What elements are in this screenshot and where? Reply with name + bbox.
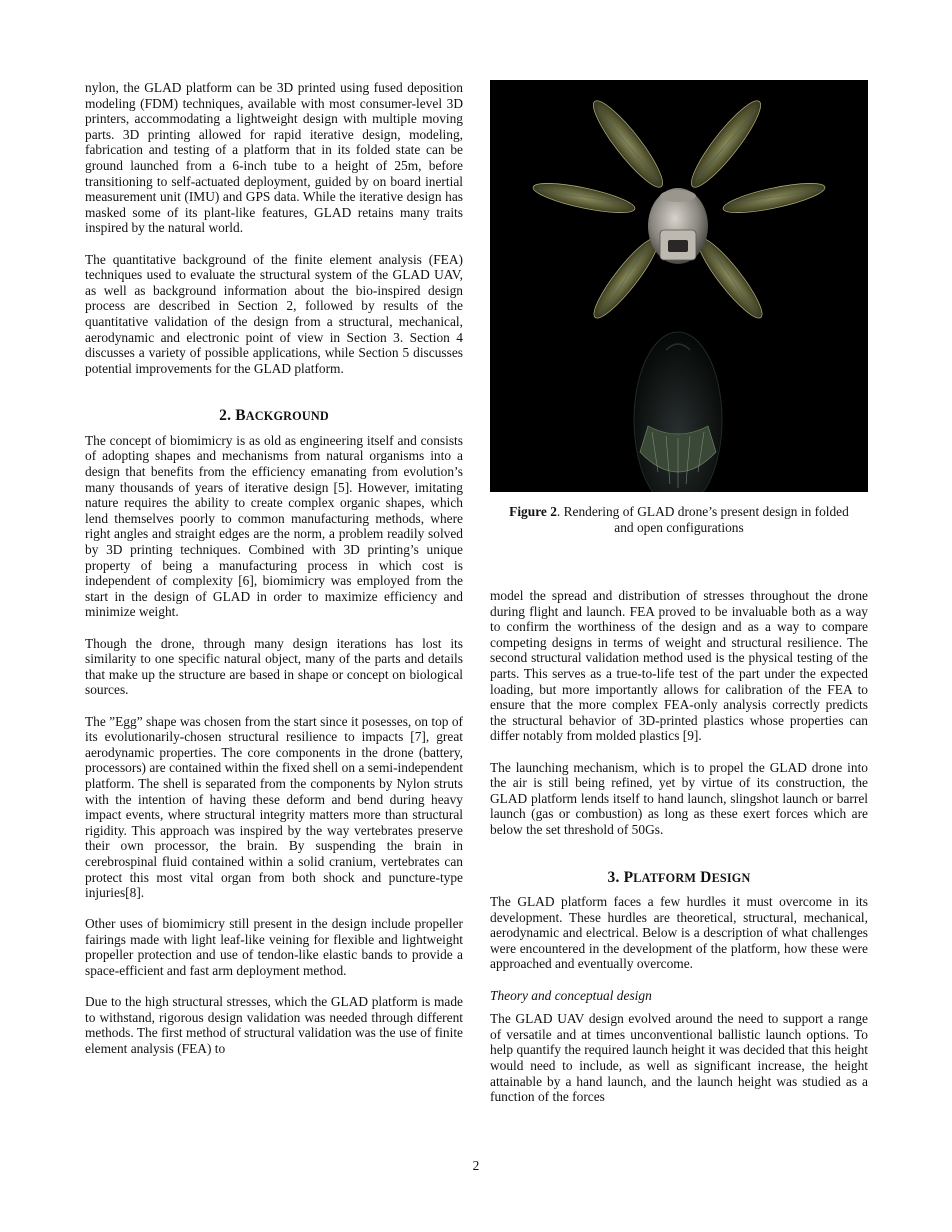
- paragraph-launching-mechanism: The launching mechanism, which is to propel the GLAD drone into the air is still being refined, yet by virtue of its construction, the GLAD platform lends itself to hand launch, slingshot launch or barrel launch (gas or combustion) as long as these exert forces which are below the set threshold of 50Gs.: [490, 759, 868, 837]
- paragraph-theory-design: The GLAD UAV design evolved around the need to support a range of versatile and at times unconventional ballistic launch options. To help quantify the required launch height it was decided that this height would need to include, as well as significant increase, the height attainable by a hand launch, and the launch height was studied as a function of the forces: [490, 1011, 868, 1105]
- section-number: 3.: [607, 868, 620, 886]
- section-title-rest-2: ESIGN: [711, 870, 751, 885]
- section-number: 2.: [219, 407, 232, 425]
- section-title-initial: B: [235, 407, 246, 425]
- figure-label: Figure 2: [509, 504, 557, 519]
- paragraph-design-validation: Due to the high structural stresses, which the GLAD platform is made to withstand, rigorous design validation was needed through different methods. The first method of structural validation was the use of finite element analysis (FEA) to: [85, 994, 463, 1057]
- paragraph-design-iterations: Though the drone, through many design iterations has lost its similarity to one specific natural object, many of the parts and details that make up the structure are based in shape or concept on biological sources.: [85, 635, 463, 698]
- figure-caption-text: . Rendering of GLAD drone’s present design in folded and open configurations: [556, 504, 849, 535]
- drone-rendering-figure: [490, 80, 868, 492]
- folded-drone: [634, 332, 722, 492]
- figure-caption: [498, 504, 860, 536]
- section-heading-platform-design: [490, 870, 868, 887]
- left-column: [85, 80, 463, 1072]
- section-title-initial-2: D: [700, 868, 712, 886]
- paragraph-paper-outline: The quantitative background of the finite element analysis (FEA) techniques used to evaluate the structural system of the GLAD UAV, as well as background information about the bio-inspired design process are described in Section 2, followed by results of the quantitative validation of the design from a structural, mechanical, aerodynamic and electronic point of view in Section 3. Section 4 discusses a variety of possible applications, while Section 5 discusses potential improvements for the GLAD platform.: [85, 251, 463, 376]
- section-title-rest-1: LATFORM: [633, 870, 697, 885]
- drone-body: [648, 188, 708, 264]
- paragraph-intro-continued: nylon, the GLAD platform can be 3D printed using fused deposition modeling (FDM) techniques, available with most consumer-level 3D printers, accommodating a lightweight design with multiple moving parts. 3D printing allowed for rapid iterative design, modeling, fabrication and testing of a platform that in its folded state can be ground launched from a 6-inch tube to a height of 25m, before transitioning to self-actuated deployment, guided by on board inertial measurement unit (IMU) and GPS data. While the iterative design has masked some of its plant-like features, GLAD retains many traits inspired by the natural world.: [85, 80, 463, 236]
- subsection-heading: Theory and conceptual design: [490, 987, 652, 1003]
- section-title-rest: ACKGROUND: [245, 409, 329, 424]
- right-column: [490, 80, 868, 1120]
- drone-rendering-image: [490, 80, 868, 492]
- paragraph-fea-validation: model the spread and distribution of stresses throughout the drone during flight and launch. FEA proved to be invaluable both as a way to confirm the worthiness of the design and as a way to compare competing designs in terms of weight and structural resilience. The second structural validation method used is the physical testing of the parts. This serves as a true-to-life test of the part under the expected loading, but more importantly allows for calibration of the FEA to ensure that the more complex FEA-only analysis correctly predicts the structural behavior of 3D-printed plastics whose properties can differ notably from molded plastics [9].: [490, 588, 868, 744]
- section-title-initial-1: P: [623, 868, 634, 886]
- paragraph-egg-shape: The ”Egg” shape was chosen from the start since it posesses, on top of its evolutionarily-chosen structural resilience to impacts [7], great aerodynamic properties. The core components in the drone (battery, processors) are contained within the fixed shell on a semi-independent platform. The shell is separated from the components by Nylon struts with the intention of having these deform and bend during heavy impact events, where structural integrity matters more than structural rigidity. This approach was inspired by the way vertebrates preserve their own processor, the brain. By suspending the brain in cerebrospinal fluid contained within a solid cranium, vertebrates can protect this most vital organ from both shock and puncture-type injuries[8].: [85, 713, 463, 901]
- paragraph-platform-hurdles: The GLAD platform faces a few hurdles it must overcome in its development. These hurdles are theoretical, structural, mechanical, aerodynamic and electrical. Below is a description of what challenges were encountered in the development of the platform, how these were approached and eventually overcome.: [490, 894, 868, 972]
- page-number: 2: [472, 1158, 480, 1173]
- paragraph-biomimicry-concept: The concept of biomimicry is as old as engineering itself and consists of adopting shapes and mechanisms from natural organisms into a design that benefits from the efficiency emanating from evolution’s many thousands of years of iterative design [5]. However, imitating nature requires the ability to create complex organic shapes, which lend themselves poorly to common manufacturing methods, where right angles and straight edges are the norm, a problem readily solved by 3D printing techniques. Combined with 3D printing’s unique property of being a manufacturing process in which cost is independent of complexity [6], biomimicry was employed from the start in the design of GLAD in order to maximize efficiency and minimize weight.: [85, 432, 463, 620]
- paragraph-other-biomimicry: Other uses of biomimicry still present in the design include propeller fairings made with light leaf-like veining for flexible and lightweight propeller protection and use of tendon-like elastic bands to provide a space-efficient and fast arm deployment method.: [85, 916, 463, 979]
- section-heading-background: [85, 408, 463, 425]
